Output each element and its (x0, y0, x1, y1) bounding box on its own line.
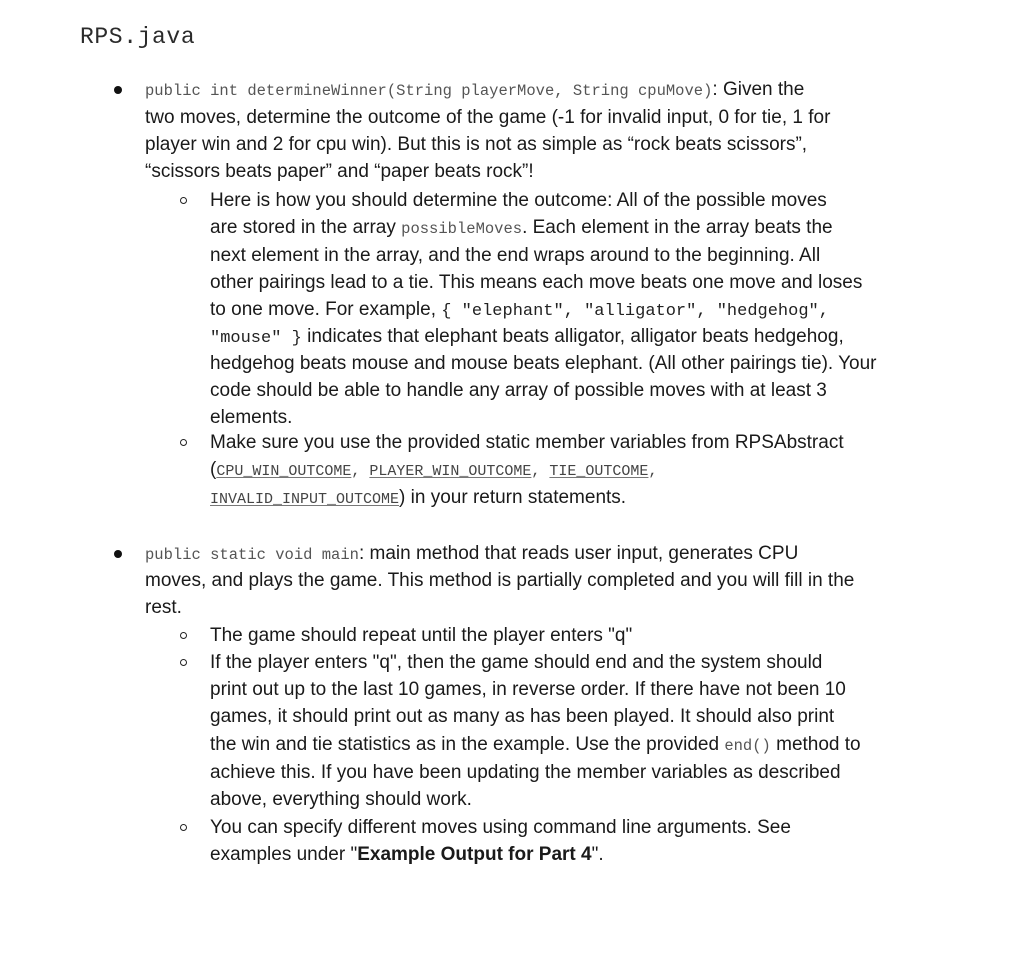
determine-winner-signature: public int determineWinner(String playerMove, String cpuMove) (145, 82, 713, 100)
example-array-code-end: "mouse" } (210, 329, 302, 348)
sub1-line-1: Here is how you should determine the outcome: All of the possible moves (210, 190, 827, 211)
file-title: RPS.java (80, 24, 196, 50)
s2-sub2-line-2: print out up to the last 10 games, in reverse order. If there have not been 10 (210, 679, 846, 700)
s2-sub2-line-6: above, everything should work. (210, 789, 472, 810)
main-signature: public static void main (145, 546, 359, 564)
outcome-constants: CPU_WIN_OUTCOME, PLAYER_WIN_OUTCOME, TIE_OUTCOME, (216, 463, 658, 480)
section1-line-2: two moves, determine the outcome of the game (-1 for invalid input, 0 for tie, 1 for (145, 107, 831, 128)
invalid-input-constant: INVALID_INPUT_OUTCOME (210, 491, 400, 508)
sub1-line-2: are stored in the array possibleMoves. Each element in the array beats the (210, 217, 833, 238)
section2-line-2: moves, and plays the game. This method is partially completed and you will fill in the (145, 570, 855, 591)
sub1-line-3: next element in the array, and the end wraps around to the beginning. All (210, 245, 821, 266)
sub2-line-2: (CPU_WIN_OUTCOME, PLAYER_WIN_OUTCOME, TIE_OUTCOME, (210, 459, 658, 480)
sub2-line-3: INVALID_INPUT_OUTCOME) in your return statements. (210, 487, 627, 508)
section1-line-3: player win and 2 for cpu win). But this is not as simple as “rock beats scissors”, (145, 134, 808, 155)
sub-bullet-icon (180, 824, 187, 831)
sub-bullet-icon (180, 439, 187, 446)
s2-sub3-line-1: You can specify different moves using command line arguments. See (210, 817, 791, 838)
end-method-code: end() (724, 737, 771, 755)
section1-line-4: “scissors beats paper” and “paper beats rock”! (145, 161, 534, 182)
s2-sub2-line-1: If the player enters "q", then the game should end and the system should (210, 652, 823, 673)
sub2-line-1: Make sure you use the provided static member variables from RPSAbstract (210, 432, 844, 453)
sub-bullet-icon (180, 659, 187, 666)
section2-line-3: rest. (145, 597, 182, 618)
sub-bullet-icon (180, 197, 187, 204)
sub1-line-7: hedgehog beats mouse and mouse beats elephant. (All other pairings tie). Your (210, 353, 877, 374)
sub1-line-5: to one move. For example, { "elephant", "alligator", "hedgehog", (210, 299, 829, 321)
s2-sub2-line-3: games, it should print out as many as has been played. It should also print (210, 706, 835, 727)
sub-bullet-icon (180, 632, 187, 639)
bullet-icon (114, 86, 122, 94)
sub1-line-9: elements. (210, 407, 293, 428)
bullet-icon (114, 550, 122, 558)
s2-sub1-line-1: The game should repeat until the player enters "q" (210, 625, 633, 646)
section2-line-1: public static void main: main method that reads user input, generates CPU (145, 543, 799, 564)
sub1-line-8: code should be able to handle any array of possible moves with at least 3 (210, 380, 827, 401)
s2-sub2-line-5: achieve this. If you have been updating the member variables as described (210, 762, 841, 783)
sub1-line-4: other pairings lead to a tie. This means each move beats one move and loses (210, 272, 863, 293)
s2-sub3-line-2: examples under "Example Output for Part 4". (210, 844, 604, 865)
sub1-line-6: "mouse" } indicates that elephant beats alligator, alligator beats hedgehog, (210, 326, 844, 348)
s2-sub2-line-4: the win and tie statistics as in the example. Use the provided end() method to (210, 734, 861, 755)
example-array-code: { "elephant", "alligator", "hedgehog", (441, 302, 829, 321)
possible-moves-code: possibleMoves (401, 220, 523, 238)
section1-line-1: public int determineWinner(String playerMove, String cpuMove): Given the (145, 79, 805, 100)
example-output-reference: Example Output for Part 4 (357, 844, 592, 865)
